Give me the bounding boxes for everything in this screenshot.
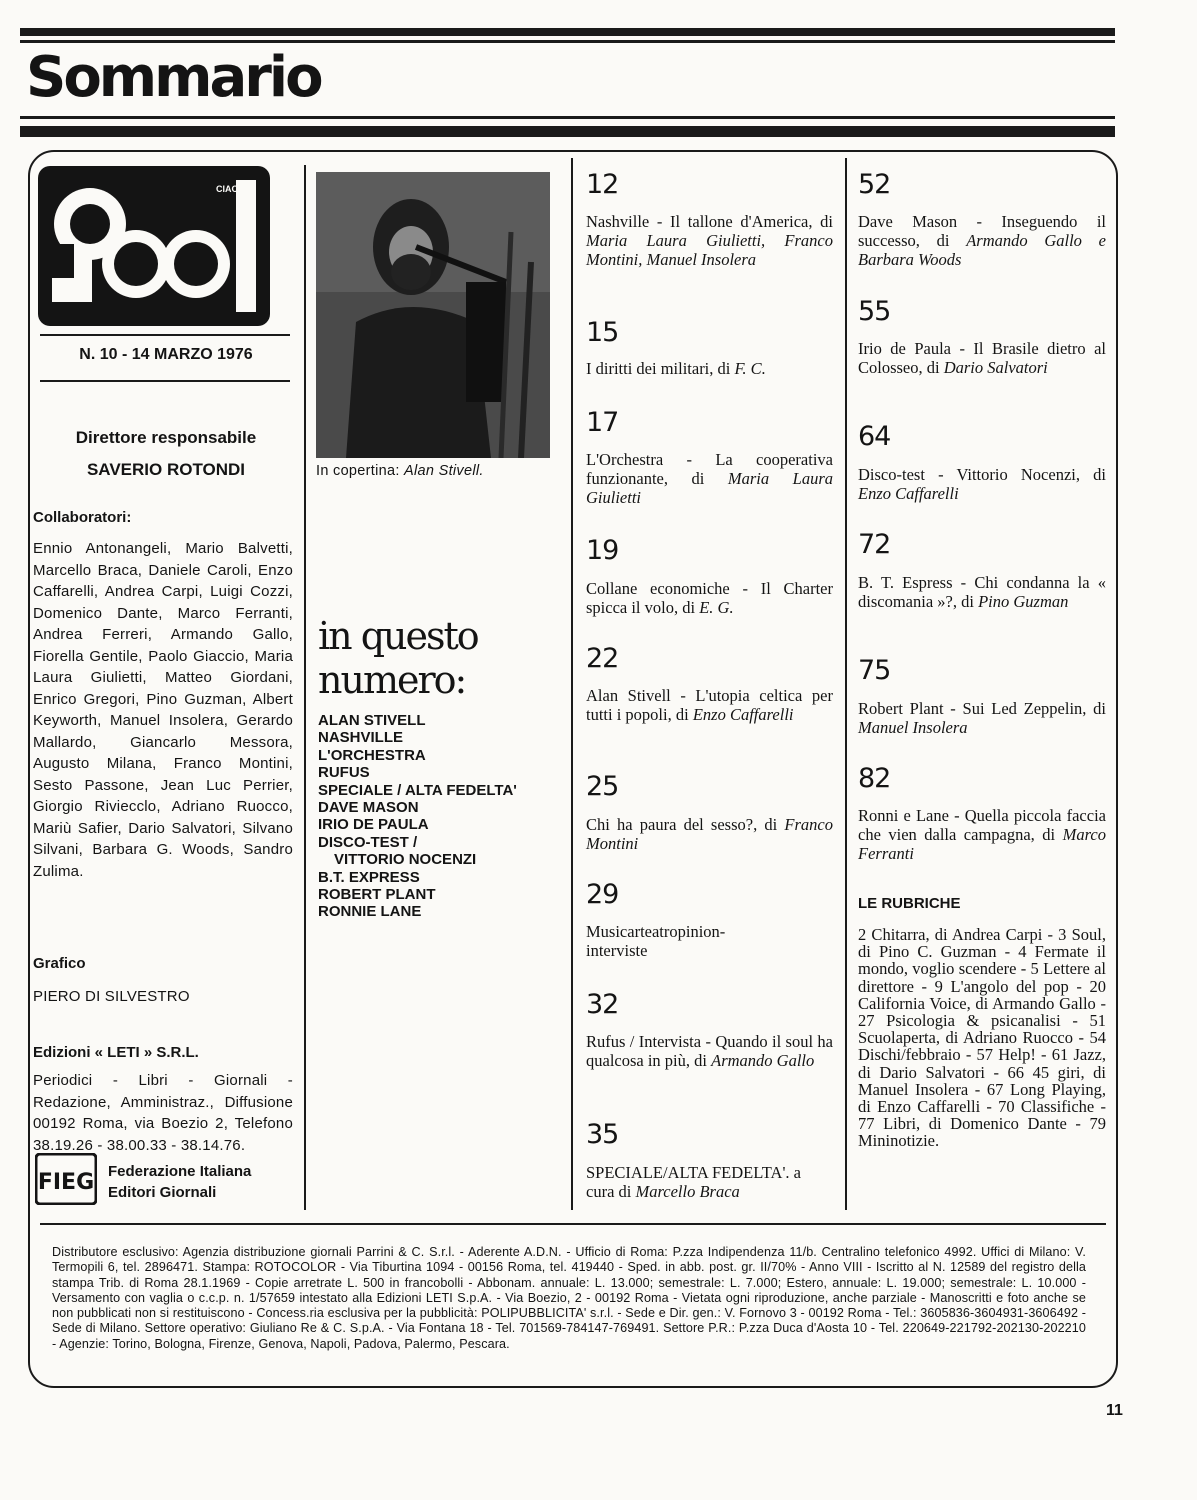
rubriche-text: 2 Chitarra, di Andrea Carpi - 3 Soul, di Pino C. Guzman - 4 Fermate il mondo, voglio scendere - 5 Lettere al direttore - 9 L'angolo del pop - 20 California Voice, di Armando Gallo - 27 Psicologia & psicanalisi - 51 Scuolaperta, di Adriano Ruocco - 54 Dischi/febbraio - 57 Help! - 61 Jazz, di Dario Salvatori - 66 45 giri, di Manuel Insolera - 67 Long Playing, di Enzo Caffarelli - 70 Classifiche - 77 Libri, di Domenico Dante - 79 Mininotizie. xyxy=(858,925,1106,1151)
cover-photo xyxy=(316,172,550,458)
collaborators-list: Ennio Antonangeli, Mario Balvetti, Marcello Braca, Daniele Caroli, Enzo Caffarelli, Andrea Carpi, Luigi Cozzi, Domenico Dante, Marco Ferranti, Andrea Ferreri, Armando Gallo, Fiorella Gentile, Paolo Giaccio, Maria Laura Giulietti, Matteo Giordani, Enrico Gregori, Pino Guzman, Albert Keyworth, Manuel Insolera, Gerardo Mallardo, Giancarlo Messora, Augusto Milana, Franco Montini, Sesto Passone, Jean Luc Perrier, Giorgio Riviecclo, Adriano Ruocco, Mariù Safier, Dario Salvatori, Silvano Silvani, Barbara G. Woods, Sandro Zulima. xyxy=(33,540,293,880)
article-author: E. G. xyxy=(699,598,734,617)
article-author: Franco Montini xyxy=(586,815,833,853)
article-author: F. C. xyxy=(734,359,766,378)
article-author: Maria Laura Giulietti, Franco Montini, Manuel Insolera xyxy=(586,231,833,269)
article-author: Manuel Insolera xyxy=(858,718,968,737)
article-page-number: 35 xyxy=(586,1119,619,1150)
article-page-number: 17 xyxy=(586,407,619,438)
article-text: Ronni e Lane - Quella piccola faccia che vien dalla campagna, di xyxy=(858,806,1106,844)
publisher-text: Periodici - Libri - Giornali - Redazione, Amministraz., Diffusione 00192 Roma, via Boezio 2, Telefono 38.19.26 - 38.00.33 - 38.14.76. xyxy=(33,1072,293,1154)
publisher-label: Edizioni « LETI » S.R.L. xyxy=(33,1044,199,1061)
caption-name: Alan Stivell. xyxy=(404,463,484,479)
cover-caption xyxy=(316,463,484,479)
top-rule-thin xyxy=(20,40,1115,43)
issue-rule-top xyxy=(40,334,290,336)
issue-rule-bottom xyxy=(40,380,290,382)
article-entry xyxy=(858,573,1106,611)
article-author: Enzo Caffarelli xyxy=(858,484,959,503)
column-divider-2 xyxy=(571,158,573,1210)
footer-separator xyxy=(40,1223,1106,1225)
article-author: Pino Guzman xyxy=(978,592,1069,611)
article-page-number: 75 xyxy=(858,655,891,686)
article-entry xyxy=(858,212,1106,269)
issue-line: N. 10 - 14 MARZO 1976 xyxy=(79,346,253,363)
collaborators-label: Collaboratori: xyxy=(33,509,132,526)
article-text: Chi ha paura del sesso?, di xyxy=(586,815,785,834)
article-author: Maria Laura Giulietti xyxy=(586,469,833,507)
article-entry xyxy=(586,579,833,617)
fieg-line-2: Editori Giornali xyxy=(108,1184,217,1201)
column-divider-3 xyxy=(845,158,847,1210)
article-text: L'Orchestra - La cooperativa funzionante, di xyxy=(586,450,833,488)
article-page-number: 55 xyxy=(858,296,891,327)
article-text: I diritti dei militari, di xyxy=(586,359,735,378)
list-item: VITTORIO NOCENZI xyxy=(334,851,477,869)
director-name: SAVERIO ROTONDI xyxy=(86,460,246,479)
list-item: NASHVILLE xyxy=(318,729,404,747)
list-item: ROBERT PLANT xyxy=(318,886,436,904)
article-author: Marcello Braca xyxy=(635,1182,740,1201)
fieg-logo-icon xyxy=(35,1153,97,1205)
title-rule-thick xyxy=(20,126,1115,137)
caption-prefix: In copertina: xyxy=(316,463,400,479)
article-text: Robert Plant - Sui Led Zeppelin, di xyxy=(858,699,1106,718)
article-text: Collane economiche - Il Charter spicca il volo, di xyxy=(586,579,833,617)
article-page-number: 72 xyxy=(858,529,891,560)
article-text: Irio de Paula - Il Brasile dietro al Colosseo, di xyxy=(858,339,1106,377)
article-page-number: 82 xyxy=(858,763,891,794)
article-entry xyxy=(586,359,833,378)
article-entry xyxy=(858,465,1106,503)
list-item: B.T. EXPRESS xyxy=(318,868,420,886)
article-entry xyxy=(586,686,833,724)
article-author: Marco Ferranti xyxy=(858,825,1106,863)
article-entry xyxy=(858,699,1106,737)
article-page-number: 29 xyxy=(586,879,619,910)
article-text: B. T. Espress - Chi condanna la « discomania »?, di xyxy=(858,573,1106,611)
page-number: 11 xyxy=(1106,1402,1123,1419)
in-this-issue-title-line-1: in questo xyxy=(318,614,478,658)
fieg-line-1: Federazione Italiana xyxy=(108,1163,252,1180)
article-entry xyxy=(586,1163,833,1201)
director-label: Direttore responsabile xyxy=(75,428,257,447)
article-entry xyxy=(858,339,1106,377)
article-text: Dave Mason - Inseguendo il successo, di xyxy=(858,212,1106,250)
article-entry xyxy=(586,815,833,853)
article-entry xyxy=(586,450,833,507)
article-entry xyxy=(586,922,776,960)
article-page-number: 64 xyxy=(858,421,891,452)
article-page-number: 32 xyxy=(586,989,619,1020)
article-author: Enzo Caffarelli xyxy=(692,705,794,724)
column-divider-1 xyxy=(304,165,306,1210)
article-page-number: 15 xyxy=(586,317,619,348)
article-text: Nashville - Il tallone d'America, di xyxy=(586,212,833,231)
in-this-issue-title xyxy=(318,614,478,702)
article-page-number: 12 xyxy=(586,169,619,200)
list-item: IRIO DE PAULA xyxy=(318,816,429,834)
grafico-label: Grafico xyxy=(33,955,86,972)
article-text: Disco-test - Vittorio Nocenzi, di xyxy=(858,465,1106,484)
grafico-name: PIERO DI SILVESTRO xyxy=(33,988,190,1005)
article-text: Rufus / Intervista - Quando il soul ha qualcosa in più, di xyxy=(586,1032,833,1070)
list-item: DISCO-TEST / xyxy=(318,833,418,851)
magazine-logo xyxy=(38,166,270,326)
title-rule-thin xyxy=(20,116,1115,119)
list-item: ALAN STIVELL xyxy=(318,712,426,729)
article-page-number: 22 xyxy=(586,643,619,674)
article-entry xyxy=(858,806,1106,863)
fieg-text xyxy=(108,1161,251,1203)
list-item: RUFUS xyxy=(318,764,370,782)
article-author: Armando Gallo e Barbara Woods xyxy=(858,231,1106,269)
rubriche-title: LE RUBRICHE xyxy=(858,895,961,912)
list-item: DAVE MASON xyxy=(318,799,419,817)
article-text: Musicarteatropinion-interviste xyxy=(586,922,726,960)
article-page-number: 19 xyxy=(586,535,619,566)
list-item: RONNIE LANE xyxy=(318,903,422,921)
in-this-issue-list xyxy=(318,712,517,921)
svg-text:FIEG: FIEG xyxy=(37,1170,95,1195)
article-text: SPECIALE/ALTA FEDELTA'. a cura di xyxy=(586,1163,801,1201)
list-item: SPECIALE / ALTA FEDELTA' xyxy=(318,781,517,799)
top-rule-thick xyxy=(20,28,1115,36)
in-this-issue-title-line-2: numero: xyxy=(318,658,466,702)
article-author: Dario Salvatori xyxy=(943,358,1048,377)
article-page-number: 52 xyxy=(858,169,891,200)
svg-text:CIAO: CIAO xyxy=(216,184,239,194)
article-entry xyxy=(586,1032,833,1070)
article-entry xyxy=(586,212,833,269)
article-author: Armando Gallo xyxy=(711,1051,815,1070)
article-page-number: 25 xyxy=(586,771,619,802)
imprint-footer: Distributore esclusivo: Agenzia distribuzione giornali Parrini & C. S.r.l. - Aderente A.D.N. - Ufficio di Roma: P.zza Indipendenza 11/b. Centralino telefonico 4992. Uffici di Milano: V. Termopili 6, tel. 2896471. Stampa: ROTOCOLOR - Via Tiburtina 1094 - 00156 Roma, tel. 419440 - Sped. in abb. post. gr. II/70% - Anno VIII - Iscritto al N. 12589 del registro della stampa Trib. di Roma 28.1.1969 - Copie arretrate L. 500 in francobolli - Abbonam. annuale: L. 13.000; semestrale: L. 7.000; Estero, annuale: L. 19.000; semestrale: L. 10.000 - Versamento con vaglia o c.c.p. n. 1/57659 intestato alla Edizioni LETI S.p.A. - Via Boezio, 2 - 00192 Roma - Vietata ogni riproduzione, anche parziale - Manoscritti e foto anche se non pubblicati non si restituiscono - Concess.ria esclusiva per la pubblicità: POLIPUBBLICITA' s.r.l. - Sede e Dir. gen.: V. Fornovo 3 - 00192 Roma - Tel.: 3605836-3604931-3606492 - Sede di Milano. Settore operativo: Giuliano Re & C. S.p.A. - Via Fontana 18 - Tel. 701569-784147-769491. Settore P.R.: P.zza Duca d'Aosta 10 - Tel. 220649-221792-202130-202210 - Agenzie: Torino, Bologna, Firenze, Genova, Napoli, Padova, Palermo, Pescara. xyxy=(52,1245,1086,1351)
article-text: Alan Stivell - L'utopia celtica per tutti i popoli, di xyxy=(586,686,833,724)
page-title: Sommario xyxy=(26,45,321,110)
list-item: L'ORCHESTRA xyxy=(318,746,426,764)
